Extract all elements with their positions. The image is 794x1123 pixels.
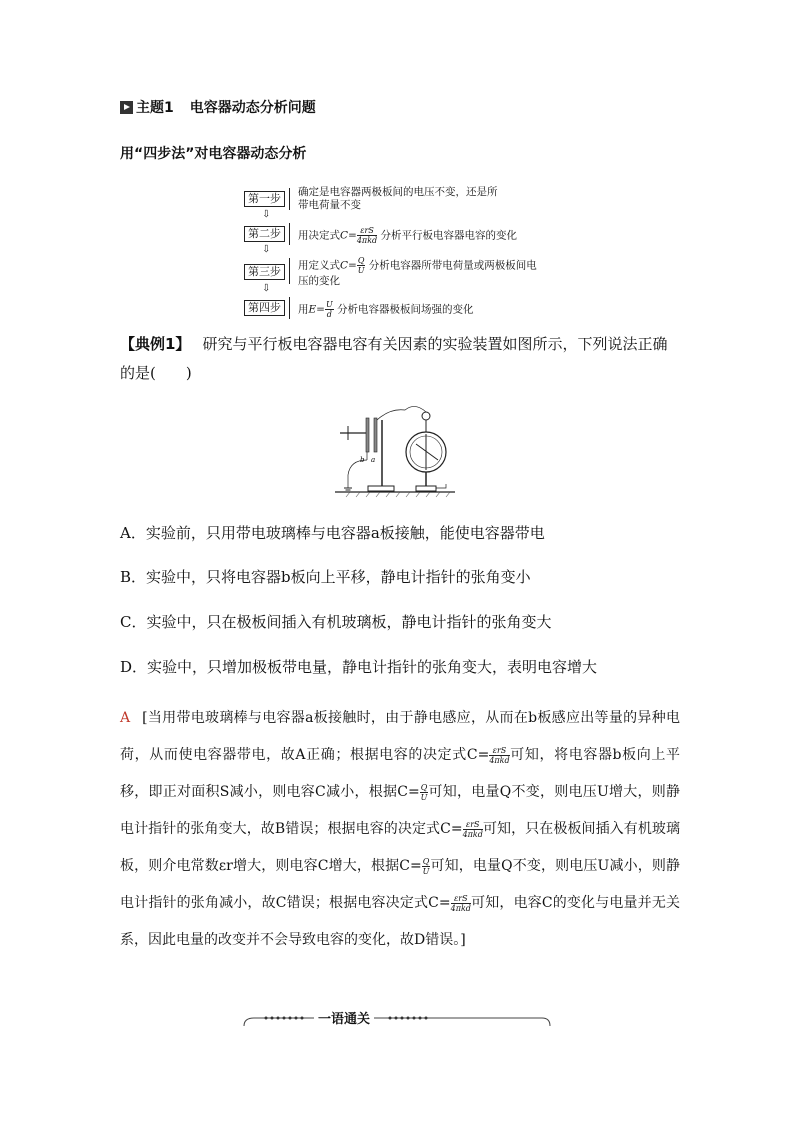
summary-label: 一语通关 <box>314 1008 374 1027</box>
step-text-before: 用定义式 <box>298 259 340 272</box>
step-2 <box>244 221 574 247</box>
play-marker-icon <box>120 101 133 114</box>
answer-text: [当用带电玻璃棒与电容器a板接触时，由于静电感应，从而在b板感应出等量的异种电荷，从而使电容器带电，故A正确；根据电容的决定式C= <box>120 710 680 763</box>
fraction: $\frac{U}{d}$ <box>325 300 333 319</box>
bracket <box>289 188 295 210</box>
fraction: $\frac{\text{εrS}}{\text{4πkd}}$ <box>450 893 471 913</box>
topic-label: 主题1 <box>136 100 174 116</box>
divider-line <box>242 1008 552 1028</box>
answer-text: 可知，电量Q不变，则电压U增大，则静电计指针的张角变大，故B错误；根据电容的决定式C= <box>120 784 680 837</box>
answer-letter: A <box>120 710 131 726</box>
example-label: 【典例1】 <box>120 335 191 353</box>
plate-b-label: b <box>360 456 365 464</box>
down-arrow-icon: ⇩ <box>262 209 271 220</box>
step-text-after: 分析电容器所带电荷量或两极板间电压的变化 <box>298 259 537 287</box>
fraction: $\frac{\text{εrS}}{\text{4πkd}}$ <box>356 226 378 245</box>
option-a: A．实验前，只用带电玻璃棒与电容器a板接触，能使电容器带电 <box>120 524 545 542</box>
step-text-before: 用决定式 <box>298 229 340 242</box>
option-b: B．实验中，只将电容器b板向上平移，静电计指针的张角变小 <box>120 568 531 586</box>
option-c: C．实验中，只在极板间插入有机玻璃板，静电计指针的张角变大 <box>120 613 552 631</box>
topic-title: 电容器动态分析问题 <box>189 100 316 116</box>
down-arrow-icon: ⇩ <box>262 283 271 294</box>
fraction: $\frac{\text{εrS}}{\text{4πkd}}$ <box>462 819 483 839</box>
step-label: 第一步 <box>244 191 285 207</box>
example-question <box>120 330 680 388</box>
four-step-diagram <box>244 186 574 321</box>
answer-text: 可知，电容C的变化与电量并无关系，因此电量的改变并不会导致电容的变化，故D错误。] <box>120 895 680 948</box>
step-text-after: 分析电容器极板间场强的变化 <box>337 303 474 316</box>
fraction: $\frac{Q}{U}$ <box>420 782 428 802</box>
formula: C= <box>340 229 357 242</box>
summary-divider <box>242 1008 552 1028</box>
bracket <box>289 258 295 284</box>
down-arrow-icon: ⇩ <box>262 244 271 255</box>
step-text-before: 用 <box>298 303 309 316</box>
step-label: 第四步 <box>244 300 285 316</box>
option-d: D．实验中，只增加极板带电量，静电计指针的张角变大，表明电容增大 <box>120 658 598 676</box>
formula: E= <box>308 303 325 316</box>
apparatus-figure <box>330 400 460 500</box>
bracket <box>289 223 295 245</box>
example-question-text: 研究与平行板电容器电容有关因素的实验装置如图所示，下列说法正确的是( ) <box>120 335 668 382</box>
step-label: 第三步 <box>244 264 285 280</box>
section-subtitle: 用“四步法”对电容器动态分析 <box>120 146 307 162</box>
formula: C= <box>340 259 357 272</box>
answer-explanation <box>120 700 680 959</box>
answer-text: 可知，将电容器b板向上平移，即正对面积S减小，则电容C减小，根据C= <box>120 747 680 800</box>
step-4 <box>244 295 574 321</box>
plate-a-label: a <box>371 456 376 464</box>
fraction: $\frac{Q}{U}$ <box>357 256 365 275</box>
step-text-after: 分析平行板电容器电容的变化 <box>380 229 518 242</box>
fraction: $\frac{\text{εrS}}{\text{4πkd}}$ <box>489 745 510 765</box>
step-text: 确定是电容器两极板间的电压不变，还是所带电荷量不变 <box>298 186 498 211</box>
topic-heading <box>120 97 316 117</box>
step-1 <box>244 186 574 212</box>
fraction: $\frac{Q}{U}$ <box>422 856 430 876</box>
bracket <box>289 297 295 319</box>
step-label: 第二步 <box>244 226 285 242</box>
answer-text: 可知，只在极板间插入有机玻璃板，则介电常数εr增大，则电容C增大，根据C= <box>120 821 681 874</box>
answer-text: 可知，电量Q不变，则电压U减小，则静电计指针的张角减小，故C错误；根据电容决定式C= <box>120 858 680 911</box>
step-3 <box>244 256 574 286</box>
